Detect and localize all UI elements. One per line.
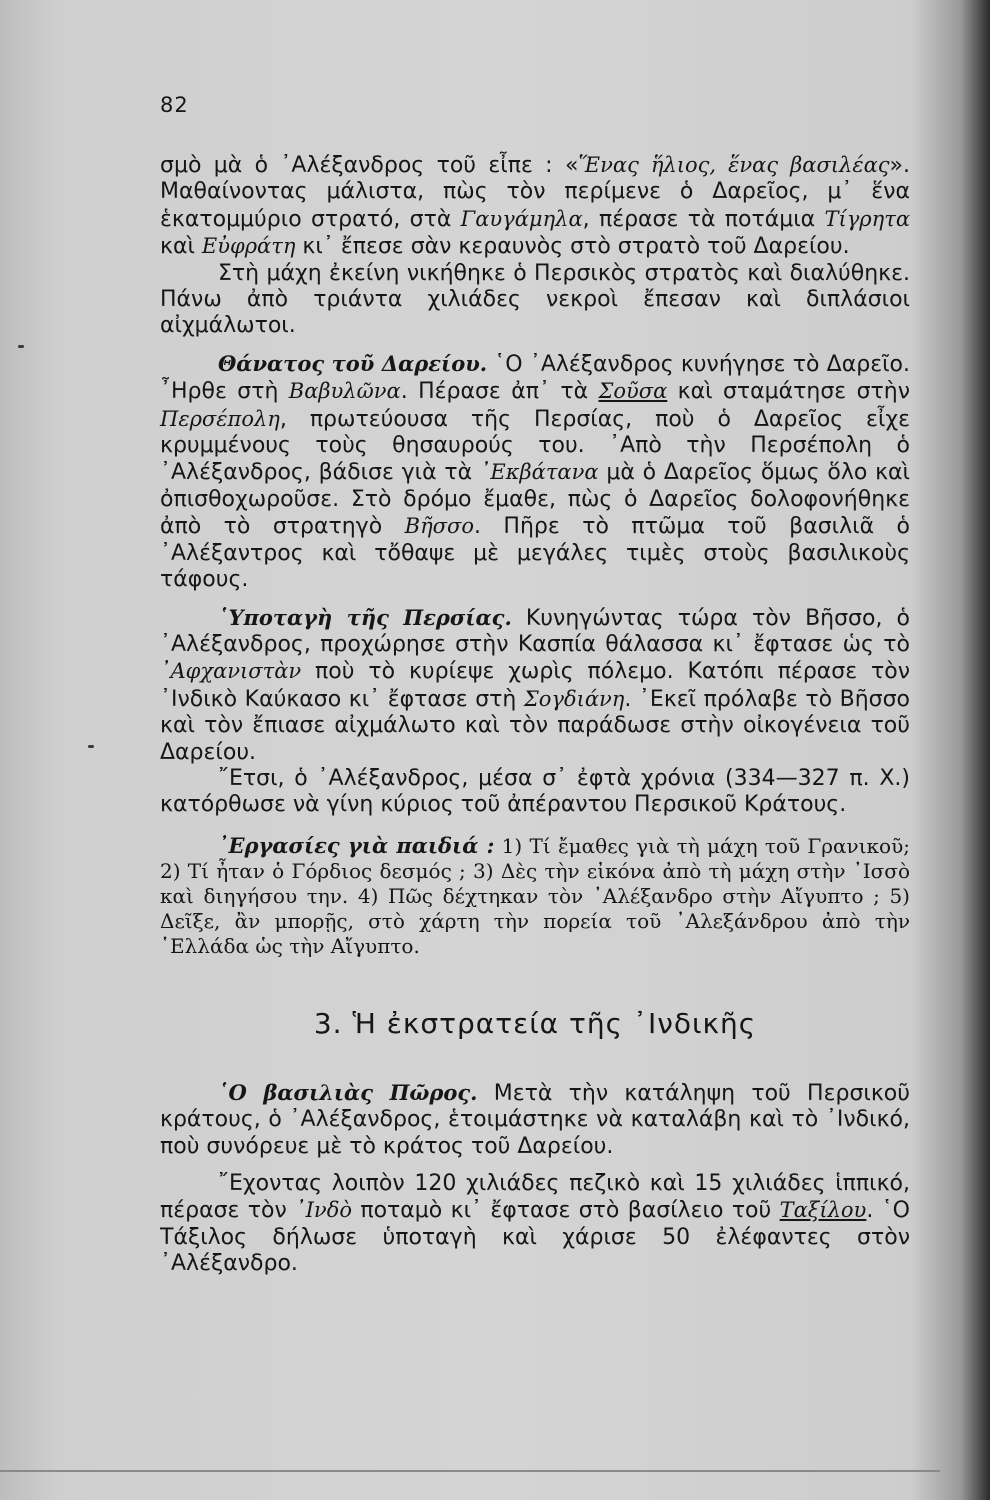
p3-text-d: , πρωτεύουσα τῆς Περσίας, ποὺ ὁ Δαρεῖος εἶχε κρυμμένους τοὺς θησαυρούς του. ᾿Απὸ τὴν Περσέπολη ὁ ᾿Αλέξανδρος, βάδισε γιὰ τὰ <box>160 406 910 486</box>
p1-text-d: κι᾿ ἔπεσε σὰν κεραυνὸς στὸ στρατὸ τοῦ Δαρείου. <box>295 234 850 260</box>
p3-text-f: . Πῆρε τὸ πτῶμα τοῦ βασιλιᾶ ὁ ᾿Αλέξαντρος καὶ τὄθαψε μὲ μεγάλες τιμὲς στοὺς βασιλικοὺς τάφους. <box>160 514 911 593</box>
p1-river-1: Τίγρητα <box>824 206 911 231</box>
page-number: 82 <box>160 93 189 117</box>
p3-text-b: . Πέρασε ἀπ᾿ τὰ <box>400 379 599 405</box>
p4-place-afghanistan: ᾿Αφχανιστὰν <box>160 659 302 684</box>
p3-place-persepolis: Περσέπολη <box>160 406 280 431</box>
paragraph-death-of-darius <box>160 351 910 594</box>
paragraph-opening-quote <box>160 152 910 179</box>
p1-text-b: , πέρασε τὰ ποτάμια <box>582 206 825 232</box>
paragraph-subjugation-of-persia <box>160 605 910 766</box>
p7-text: Μετὰ τὴν κατάληψη τοῦ Περσικοῦ κράτους, ὁ ᾿Αλέξανδρος, ἑτοιμάστηκε νὰ καταλάβη καὶ τὸ ᾿Ινδικό, ποὺ συνόρευε μὲ τὸ κράτος τοῦ Δαρείου. <box>160 1080 910 1159</box>
p4-place-sogdiana: Σογδιάνη <box>523 686 625 711</box>
paragraph-seven-years: ῎Ετσι, ὁ ᾿Αλέξανδρος, μέσα σ᾿ ἐφτὰ χρόνια (334—327 π. Χ.) κατόρθωσε νὰ γίνη κύριος τοῦ ἀπέραντου Περσικοῦ Κράτους. <box>160 765 910 818</box>
quote-end: ». <box>889 153 910 178</box>
page-bottom-edge <box>0 1470 940 1472</box>
p4-text-c: . ᾿Εκεῖ πρόλαβε τὸ Βῆσσο καὶ τὸν ἔπιασε αἰχμάλωτο καὶ τὸν παράδωσε στὴν οἰκογένεια τοῦ Δαρείου. <box>160 686 910 765</box>
p3-place-susa: Σοῦσα <box>598 379 668 404</box>
p1-text-c: καὶ <box>160 234 202 260</box>
p3-text-a: ῾Ο ᾿Αλέξανδρος κυνήγησε τὸ Δαρεῖο. ῏Ηρθε στὴ <box>160 351 910 405</box>
p8-text-a: ῎Εχοντας λοιπὸν 120 χιλιάδες πεζικὸ καὶ 15 χιλιάδες ἱππικό, πέρασε τὸν <box>160 1170 910 1224</box>
p8-river-indus: ᾿Ινδὸ <box>295 1198 352 1223</box>
paragraph-exercises <box>160 833 910 959</box>
quote-intro: σμὸ μὰ ὁ ᾿Αλέξανδρος τοῦ εἶπε : « <box>160 153 579 178</box>
page-body <box>160 152 910 1278</box>
p3-text-c: καὶ σταμάτησε στὴν <box>667 379 910 405</box>
section-title-death-of-darius: Θάνατος τοῦ Δαρείου. <box>218 350 488 376</box>
p8-text-c: . ῾Ο Τάξιλος δήλωσε ὑποταγὴ καὶ χάρισε 50 ἐλέφαντες στὸν ᾿Αλέξανδρο. <box>160 1198 910 1277</box>
margin-mark <box>88 745 94 748</box>
p4-text-b: ποὺ τὸ κυρίεψε χωρὶς πόλεμο. Κατόπι πέρασε τὸν ᾿Ινδικὸ Καύκασο κι᾿ ἔφτασε στὴ <box>160 659 910 712</box>
margin-mark <box>18 345 24 348</box>
paragraph-battle-result: Στὴ μάχη ἐκείνη νικήθηκε ὁ Περσικὸς στρατὸς καὶ διαλύθηκε. Πάνω ἀπὸ τριάντα χιλιάδες νεκροὶ ἔπεσαν καὶ διπλάσιοι αἰχμάλωτοι. <box>160 260 910 339</box>
p4-text-a: Κυνηγώντας τώρα τὸν Βῆσσο, ὁ ᾿Αλέξανδρος, προχώρησε στὴν Κασπία θάλασσα κι᾿ ἔφτασε ὡς τὸ <box>160 605 910 657</box>
p3-text-e: μὰ ὁ Δαρεῖος ὅμως ὅλο καὶ ὀπισθοχωροῦσε. Στὸ δρόμο ἔμαθε, πὼς ὁ Δαρεῖος δολοφονήθηκε ἀπὸ τὸ στρατηγὸ <box>160 460 910 540</box>
quote-text: Ἕνας ἥλιος, ἕνας βασιλέας <box>578 153 890 177</box>
exercises-text: 1) Τί ἔμαθες γιὰ τὴ μάχη τοῦ Γρανικοῦ; 2) Τί ἦταν ὁ Γόρδιος δεσμός ; 3) Δὲς τὴν εἰκόνα ἀπὸ τὴ μάχη στὴν ᾿Ισσὸ καὶ διηγήσου την. 4) Πῶς δέχτηκαν τὸν ᾿Αλέξανδρο στὴν Αἴγυπτο ; 5) Δεῖξε, ἂν μπορῇς, στὸ χάρτη τὴν πορεία τοῦ ᾿Αλεξάνδρου ἀπὸ τὴν ῾Ελλάδα ὡς τὴν Αἴγυπτο. <box>160 833 910 958</box>
p3-place-babylon: Βαβυλῶνα <box>288 379 401 404</box>
p8-king-taxiles: Ταξίλου <box>779 1198 867 1223</box>
p3-person-bessus: Βῆσσο <box>404 514 474 539</box>
exercises-title: ᾿Εργασίες γιὰ παιδιά : <box>218 832 495 858</box>
p1-text-a: Μαθαίνοντας μάλιστα, πὼς τὸν περίμενε ὁ Δαρεῖος, μ᾿ ἕνα ἑκατομμύριο στρατό, στὰ <box>160 179 910 232</box>
p8-text-b: ποταμὸ κι᾿ ἔφτασε στὸ βασίλειο τοῦ <box>352 1198 780 1224</box>
p1-river-2: Εὐφράτη <box>201 234 296 259</box>
paragraph-indus-crossing <box>160 1171 910 1278</box>
paragraph-king-porus <box>160 1080 910 1160</box>
section-title-king-porus: ῾Ο βασιλιὰς Πῶρος. <box>218 1079 478 1105</box>
p3-place-ecbatana: ᾿Εκβάτανα <box>479 460 599 485</box>
section-title-subjugation: ῾Υποταγὴ τῆς Περσίας. <box>218 604 512 630</box>
paragraph-gaugamela <box>160 179 910 260</box>
chapter-heading: 3. Ἡ ἐκστρατεία τῆς ᾿Ινδικῆς <box>313 1006 757 1040</box>
p1-place: Γαυγάμηλα <box>460 206 583 231</box>
